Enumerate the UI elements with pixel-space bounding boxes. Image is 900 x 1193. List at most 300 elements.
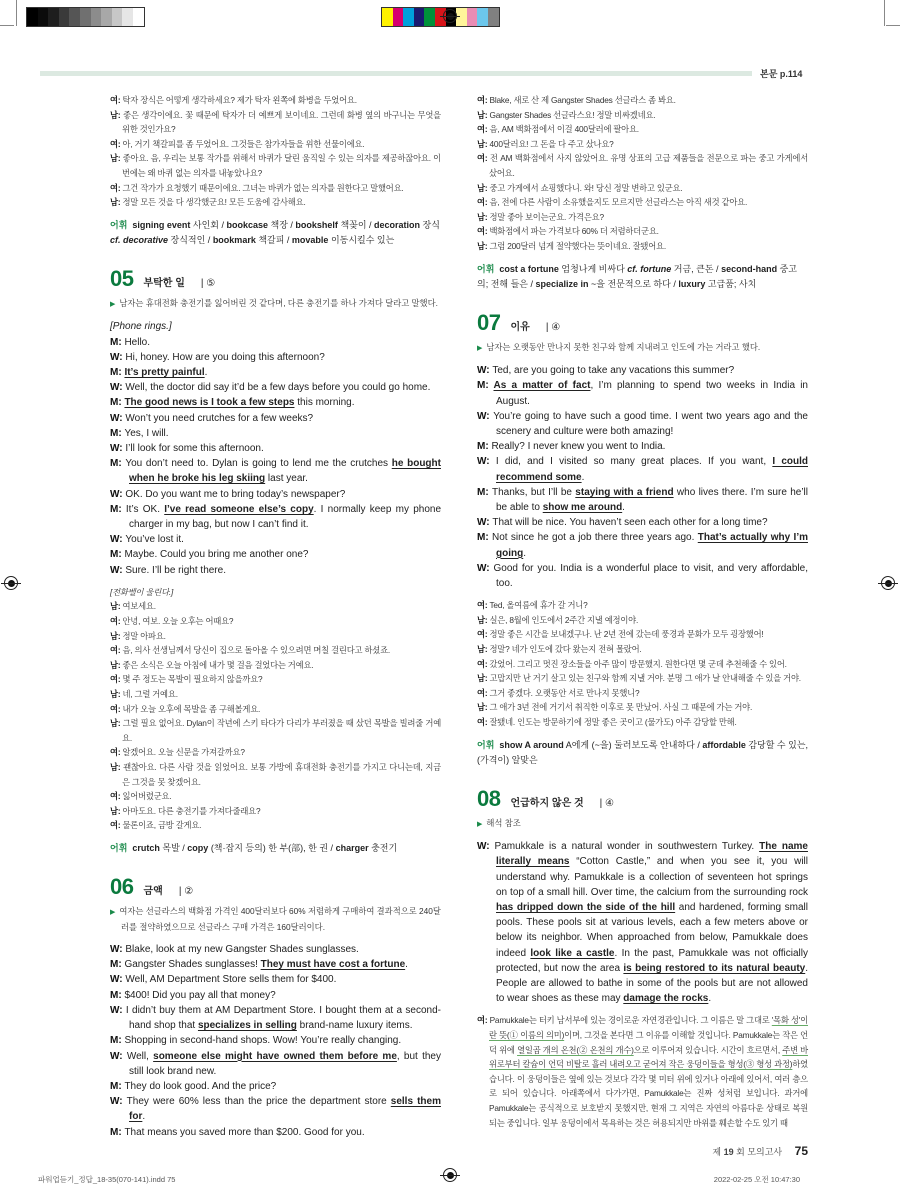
line-text: 갔었어. 그리고 멋진 장소들을 아주 많이 방문했지. 원한다면 몇 군데 추천해줄 수 있어. — [489, 658, 787, 669]
emphasized-text: bookshelf — [295, 219, 338, 230]
emphasized-text: is being restored to its natural beauty — [623, 962, 806, 974]
dialogue-line — [110, 380, 441, 395]
dialogue-line — [110, 643, 441, 658]
line-text: 정말 좋은 시간을 보내겠구나. 난 2년 전에 갔는데 풍경과 문화가 모두 굉장했어! — [489, 629, 764, 640]
emphasized-text: It’s pretty painful — [124, 366, 205, 378]
dialogue-line — [110, 818, 441, 833]
speaker-label: M: — [110, 397, 125, 409]
dialogue-line — [110, 942, 441, 957]
emphasized-text: cf. decorative — [110, 234, 169, 245]
dialogue-line — [110, 614, 441, 629]
line-text: Blake, 새로 산 제 Gangster Shades 선글라스 좀 봐요. — [489, 95, 676, 105]
speaker-label: 여: — [110, 703, 123, 714]
speaker-label: 남: — [110, 197, 123, 208]
dialogue-line — [477, 485, 808, 515]
vocabulary-label: 어휘 — [110, 219, 128, 230]
speaker-label: M: — [477, 486, 492, 498]
dialogue-line — [110, 395, 441, 410]
script-07 — [477, 363, 808, 591]
line-text: this morning. — [294, 397, 355, 409]
line-text: 좋은 소식은 오늘 아침에 내가 몇 걸음 걸었다는 거예요. — [122, 659, 314, 670]
line-text: It’s OK. — [125, 503, 165, 515]
emphasized-text: sells them for — [129, 1096, 441, 1123]
dialogue-line — [110, 319, 441, 334]
dialogue-line — [110, 335, 441, 350]
dialogue-line — [477, 122, 808, 137]
dialogue-line — [110, 487, 441, 502]
line-text: Pamukkale is a natural wonder in southwestern Turkey. — [494, 841, 760, 853]
crop-mark — [886, 25, 900, 26]
speaker-label: 남: — [110, 688, 123, 699]
speaker-label: M: — [110, 503, 126, 515]
dialogue-line — [110, 599, 441, 614]
speaker-label: W: — [110, 488, 126, 500]
color-swatch — [80, 8, 91, 26]
line-text: . — [708, 993, 712, 1005]
dialogue-line — [477, 210, 808, 225]
speaker-label: 여: — [110, 820, 123, 831]
section-title: 언급하지 않은 것 — [510, 797, 584, 809]
dialogue-line — [477, 378, 808, 408]
dialogue-line — [110, 350, 441, 365]
emphasized-text: bookcase — [226, 219, 269, 230]
speaker-label: W: — [477, 841, 495, 853]
explanation-text: 남자는 오랫동안 만나지 못한 친구와 함께 지내려고 인도에 가는 거라고 했다. — [486, 341, 761, 352]
speaker-label: 남: — [477, 702, 490, 713]
line-text: 정말? 네가 인도에 갔다 왔는지 전혀 몰랐어. — [489, 643, 642, 654]
color-swatch — [414, 8, 425, 26]
answer-explanation — [477, 816, 808, 833]
line-text: You’re going to have such a good time. I went two years ago and the scenery and culture were both amazing! — [493, 410, 808, 437]
dialogue-line — [110, 716, 441, 745]
line-text: . I normally keep my phone charger in my bag, but now I can’t find it. — [129, 503, 442, 530]
vocabulary-05 — [110, 841, 441, 856]
line-text: $400! Did you pay all that money? — [124, 989, 276, 1001]
dialogue-line — [110, 93, 441, 108]
emphasized-text: As a matter of fact — [493, 380, 591, 392]
line-text: 백화점에서 파는 가격보다 60% 더 저렴하더군요. — [489, 226, 659, 237]
speaker-label: 여: — [477, 153, 490, 164]
speaker-label: W: — [110, 1004, 126, 1016]
speaker-label: W: — [477, 456, 496, 468]
emphasized-text: The name literally means — [496, 841, 808, 868]
dialogue-line — [477, 642, 808, 657]
color-swatch — [456, 8, 467, 26]
speaker-label: 여: — [477, 716, 490, 727]
section-number: 05 — [110, 265, 134, 291]
color-swatch — [91, 8, 102, 26]
line-text: Really? I never knew you went to India. — [491, 441, 666, 453]
line-text: They were 60% less than the price the department store — [126, 1096, 391, 1108]
speaker-label: W: — [477, 517, 493, 529]
line-text: . In the past, Pamukkale was not officially protected, but now the area — [496, 947, 808, 974]
speaker-label: 남: — [110, 109, 124, 120]
speaker-label: M: — [110, 427, 125, 439]
speaker-label: W: — [477, 410, 494, 422]
speaker-label: 여: — [477, 124, 490, 135]
emphasized-text: 열일곱 개의 온천(② 온천의 개수) — [517, 1044, 634, 1055]
emphasized-text: movable — [291, 234, 329, 245]
explanation-text: 여자는 선글라스의 백화점 가격인 400달러보다 60% 저렴하게 구매하여 결과적으로 240달러를 절약하였으므로 선글라스 구매 가격은 160달러이다. — [119, 905, 441, 933]
dialogue-line — [477, 715, 808, 730]
speaker-label: 여: — [477, 658, 490, 669]
line-text: 실은, 8월에 인도에서 2주간 지낼 예정이야. — [489, 614, 639, 625]
section-heading — [110, 266, 441, 292]
emphasized-text: That’s actually why I’m going — [496, 532, 808, 559]
speaker-label: 여: — [110, 138, 123, 149]
dialogue-line — [477, 93, 808, 108]
section-06-header — [110, 874, 441, 935]
speaker-label: W: — [110, 534, 126, 546]
line-text: Maybe. Could you bring me another one? — [124, 549, 309, 561]
line-text: Not since he got a job there three years ago. — [492, 532, 698, 544]
color-swatch — [488, 8, 499, 26]
line-text: . — [204, 366, 208, 378]
emphasized-text: affordable — [702, 739, 746, 750]
line-text: 아마도요. 다른 충전기를 가져다줄래요? — [122, 805, 261, 816]
section-title: 금액 — [143, 885, 163, 897]
registration-mark-icon — [4, 576, 18, 590]
color-swatch — [424, 8, 435, 26]
dialogue-line — [477, 613, 808, 628]
section-number: 07 — [477, 309, 501, 335]
dialogue-line — [110, 972, 441, 987]
line-text: and hardened, forming small pools. These pools sit at various levels, each a few meters above or below its neighbor. When approached from below, Pamukkale does indeed — [496, 901, 808, 959]
line-text: You’ve lost it. — [125, 534, 184, 546]
line-text: Shopping in second-hand shops. Wow! You’re really changing. — [124, 1035, 402, 1047]
section-heading — [477, 310, 808, 336]
speaker-label: 여: — [477, 226, 490, 237]
line-text: 음, AM 백화점에서 이걸 400달러에 팔아요. — [489, 124, 639, 135]
speaker-label: 남: — [477, 240, 490, 251]
translation-04 — [110, 93, 441, 210]
speaker-label: M: — [110, 959, 125, 971]
dialogue-line — [477, 627, 808, 642]
section-heading — [477, 786, 808, 812]
line-text: Hi, honey. How are you doing this afternoon? — [125, 351, 325, 363]
line-text: I did, and I visited so many great places. If you want, — [495, 456, 773, 468]
dialogue-line — [477, 137, 808, 152]
dialogue-line — [110, 441, 441, 456]
emphasized-text: They must have cost a fortune — [260, 959, 406, 971]
speaker-label: 남: — [477, 109, 490, 120]
triangle-bullet-icon: ▶ — [110, 908, 116, 916]
speaker-label: 남: — [110, 761, 124, 772]
color-swatch — [101, 8, 112, 26]
dialogue-line — [477, 686, 808, 701]
right-column — [477, 93, 808, 1158]
speaker-label: 여: — [110, 615, 123, 626]
crop-mark — [884, 0, 885, 26]
speaker-label: 여: — [110, 645, 123, 656]
line-text: Well, the doctor did say it’d be a few days before you could go home. — [125, 382, 431, 394]
line-text: 책장 / — [268, 219, 296, 230]
answer-number: | ④ — [545, 321, 561, 333]
line-text: Sure. I’ll be right there. — [125, 564, 226, 576]
line-text: 사인회 / — [190, 219, 227, 230]
color-swatch — [467, 8, 478, 26]
line-text: 책꽂이 / — [337, 219, 375, 230]
grayscale-color-bar — [26, 7, 145, 27]
emphasized-text: he bought when he broke his leg skiing — [129, 458, 441, 485]
line-text: 그럴 필요 없어요. Dylan이 작년에 스키 타다가 다리가 부러졌을 때 샀던 목발을 빌려줄 거예요. — [122, 718, 442, 743]
dialogue-line — [110, 687, 441, 702]
dialogue-line — [110, 745, 441, 760]
line-text: Thanks, but I’ll be — [491, 486, 576, 498]
speaker-label: W: — [110, 1050, 127, 1062]
dialogue-line — [477, 598, 808, 613]
emphasized-text: show me around — [542, 501, 623, 513]
script-06 — [110, 942, 441, 1140]
script-08 — [477, 839, 808, 1006]
speaker-label: W: — [477, 365, 493, 377]
dialogue-line — [477, 195, 808, 210]
section-05-header — [110, 266, 441, 313]
emphasized-text: decoration — [374, 219, 421, 230]
line-text: 정말 아파요. — [122, 630, 166, 641]
line-text: 잘됐네. 인도는 방문하기에 정말 좋은 곳이고 (물가도) 아주 감당할 만해. — [489, 716, 737, 727]
line-text: 몇 주 정도는 목발이 필요하지 않을까요? — [122, 674, 263, 685]
speaker-label: 남: — [110, 659, 123, 670]
vocabulary-label: 어휘 — [477, 263, 495, 274]
speaker-label: M: — [110, 1126, 125, 1138]
dialogue-line — [110, 804, 441, 819]
line-text: 하였습니다. 이 웅덩이들은 옆에 있는 것보다 각각 몇 미터 위에 있거나 아래에 있어서, 여러 층으로 되어 있습니다. 아래쪽에서 다가가면, Pamukkale는 진짜 성처럼 보입니다. 과거에 Pamukkale는 공식적으로 보호받지 못했지만, 현재 그 지역은 자연의 아름다운 상태로 복원되는 중입니다. 일부 웅덩이에서 목욕하는 것은 허용되지만 바위를 훼손할 수도 있기 때 — [489, 1059, 808, 1128]
line-text: 그럼 200달러 넘게 절약했다는 뜻이네요. 잘됐어요. — [489, 240, 666, 251]
color-swatch — [393, 8, 404, 26]
line-text: Blake, look at my new Gangster Shades sunglasses. — [125, 944, 359, 956]
color-swatch — [38, 8, 49, 26]
crop-mark — [16, 0, 17, 26]
answer-number: | ④ — [599, 797, 615, 809]
dialogue-line — [110, 1033, 441, 1048]
section-title: 부탁한 일 — [143, 277, 185, 289]
speaker-label: W: — [110, 944, 126, 956]
line-text: Ted, 올여름에 휴가 갈 거니? — [489, 600, 588, 611]
line-text: 탁자 장식은 어떻게 생각하세요? 제가 탁자 왼쪽에 화병을 두었어요. — [122, 95, 357, 105]
page-footer — [712, 1144, 808, 1158]
line-text: who lives there. I’m sure he’ll be able to — [496, 486, 808, 513]
line-text: 그거 좋겠다. 오랫동안 서로 만나지 못했니? — [489, 687, 640, 698]
translation-07 — [477, 598, 808, 729]
color-swatch — [59, 8, 70, 26]
dialogue-line — [477, 454, 808, 484]
speaker-label: 여: — [110, 182, 123, 193]
line-text: 내가 오늘 오후에 목발을 좀 구해볼게요. — [122, 703, 261, 714]
line-text: 안녕, 여보. 오늘 오후는 어때요? — [122, 615, 234, 626]
speaker-label: W: — [110, 442, 126, 454]
explanation-text: 남자는 휴대전화 충전기를 잃어버린 것 같다며, 다른 충전기를 하나 가져다 달라고 말했다. — [119, 297, 438, 308]
speaker-label: 여: — [477, 600, 490, 611]
exam-suffix: 회 모의고사 — [736, 1147, 783, 1158]
dialogue-line — [110, 957, 441, 972]
line-text: 고맙지만 난 거기 살고 있는 친구와 함께 지낼 거야. 분명 그 애가 날 안내해줄 수 있을 거야. — [489, 673, 801, 684]
dialogue-line — [110, 532, 441, 547]
line-text: 그건 작가가 요청했기 때문이에요. 그녀는 바퀴가 없는 의자를 원한다고 말했어요. — [122, 182, 404, 193]
color-swatch — [112, 8, 123, 26]
dialogue-line — [110, 702, 441, 717]
line-text: 목발 / — [159, 842, 188, 853]
emphasized-text: I could recommend some — [496, 456, 808, 483]
line-text: brand-name luxury items. — [296, 1020, 413, 1032]
emphasized-text: staying with a friend — [575, 486, 674, 498]
dialogue-line — [110, 108, 441, 137]
color-swatch — [27, 8, 38, 26]
exam-prefix: 제 — [712, 1147, 722, 1158]
line-text: . People are allowed to bathe in some of the pools but are not allowed to wear shoes as these may — [496, 962, 808, 1005]
line-text: You don’t need to. Dylan is going to lend me the crutches — [125, 458, 392, 470]
line-text: Pamukkale는 터키 남서부에 있는 경이로운 자연경관입니다. 그 이름은 말 그대로 — [489, 1015, 772, 1026]
dialogue-line — [110, 789, 441, 804]
line-text: . — [142, 1111, 146, 1123]
line-text: 그 애가 3년 전에 거기서 취직한 이후로 못 만났어. 사실 그 때문에 가는 거야. — [489, 702, 753, 713]
line-text: 책갈피 / — [255, 234, 292, 245]
emphasized-text: '목화 성'이란 뜻(① 이름의 의미) — [489, 1015, 809, 1040]
speaker-label: M: — [110, 458, 126, 470]
vocabulary-04 — [110, 218, 441, 248]
line-text: 감당할 수 있는, (가격이) 알맞은 — [477, 739, 809, 765]
speaker-label: 여: — [477, 687, 490, 698]
line-text: Ted, are you going to take any vacations this summer? — [492, 365, 735, 377]
dialogue-line — [477, 409, 808, 439]
line-text: 장식 — [420, 219, 440, 230]
dialogue-line — [477, 181, 808, 196]
dialogue-line — [110, 1079, 441, 1094]
line-text: 고급품; 사치 — [705, 278, 757, 289]
print-slug — [0, 1158, 900, 1193]
speaker-label: W: — [110, 564, 126, 576]
emphasized-text: specializes in selling — [197, 1020, 297, 1032]
speaker-label: 남: — [477, 138, 490, 149]
line-text: ~을 전문적으로 하다 / — [588, 278, 679, 289]
section-07-header — [477, 310, 808, 357]
emphasized-text: charger — [335, 842, 369, 853]
emphasized-text: The good news is I took a few steps — [124, 397, 295, 409]
line-text: 중고의; 전해 들은 / — [477, 263, 797, 289]
line-text: . — [405, 959, 408, 971]
answer-explanation — [110, 904, 441, 935]
speaker-label: 여: — [477, 197, 490, 208]
line-text: , I’m planning to spend two weeks in India in August. — [496, 380, 808, 407]
line-text: 여보세요. — [122, 601, 156, 612]
speaker-label: 남: — [477, 182, 490, 193]
line-text: Won’t you need crutches for a few weeks? — [125, 412, 314, 424]
speaker-label: M: — [110, 989, 125, 1001]
speaker-label: M: — [110, 366, 125, 378]
registration-mark-icon — [881, 576, 895, 590]
speaker-label: 여: — [110, 791, 123, 802]
dialogue-line — [110, 1049, 441, 1079]
speaker-label: 남: — [477, 643, 490, 654]
dialogue-line — [477, 700, 808, 715]
dialogue-line — [110, 760, 441, 789]
line-text: Gangster Shades sunglasses! — [124, 959, 261, 971]
line-text: 괜찮아요. 다른 사람 것을 읽었어요. 보통 가방에 휴대전화 충전기를 가지고 다니는데, 지금은 그것을 못 찾겠어요. — [122, 761, 441, 787]
speaker-label: W: — [110, 412, 126, 424]
emphasized-text: specialize in — [535, 278, 589, 289]
speaker-label: M: — [110, 1080, 125, 1092]
emphasized-text: second-hand — [721, 263, 778, 274]
line-text: 음, 전에 다른 사람이 소유했을지도 모르지만 선글라스는 아직 새것 같아요. — [489, 197, 748, 208]
line-text: 이며, 그것을 본다면 그 이유를 이해할 것입니다. Pamukkale는 작은 언덕 위에 — [489, 1029, 808, 1055]
registration-mark-icon — [443, 9, 457, 23]
dialogue-line — [110, 585, 441, 600]
speaker-label: M: — [477, 441, 492, 453]
speaker-label: 여: — [477, 95, 490, 105]
dialogue-line — [110, 502, 441, 532]
color-swatch — [382, 8, 393, 26]
color-swatch — [133, 8, 144, 26]
speaker-label: W: — [110, 351, 126, 363]
emphasized-text: 주변 바위로부터 칼슘이 언덕 비탈로 흘러 내려오고 굳어져 작은 웅덩이들을 형성(③ 형성 과정) — [489, 1044, 808, 1070]
vocabulary-06 — [477, 262, 808, 292]
color-swatch — [69, 8, 80, 26]
speaker-label: M: — [110, 1035, 125, 1047]
dialogue-line — [477, 515, 808, 530]
speaker-label: W: — [110, 974, 126, 986]
line-text: 알겠어요. 오늘 신문을 가져갈까요? — [122, 747, 245, 758]
dialogue-line — [477, 561, 808, 591]
header-bar — [40, 71, 752, 76]
dialogue-line — [110, 988, 441, 1003]
speaker-label: 여: — [110, 674, 123, 685]
dialogue-line — [110, 365, 441, 380]
dialogue-line — [110, 426, 441, 441]
dialogue-line — [110, 456, 441, 486]
explanation-text: 해석 참조 — [486, 817, 521, 828]
process-color-bar — [381, 7, 500, 27]
dialogue-line — [110, 547, 441, 562]
line-text: 음, 의사 선생님께서 당신이 집으로 돌아올 수 있으려면 며칠 걸린다고 하셨죠. — [122, 645, 391, 656]
line-text: Hello. — [124, 336, 151, 348]
line-text: 좋아요. 음, 우리는 보통 작가를 위해서 바퀴가 달린 움직일 수 있는 의자를 제공하잖아요. 이번에는 왜 바퀴 없는 의자를 내놓았나요? — [122, 153, 441, 178]
emphasized-text: [전화벨이 울린다.] — [110, 586, 174, 597]
file-slug: 파워업듣기_정답_18-35(070-141).indd 75 — [38, 1175, 176, 1185]
speaker-label: 여: — [110, 95, 123, 105]
dialogue-line — [477, 1013, 808, 1130]
line-text: 장식적인 / — [168, 234, 213, 245]
line-text: 엄청나게 비싸다 — [558, 263, 628, 274]
line-text: A에게 (~을) 둘러보도록 안내하다 / — [563, 739, 703, 750]
color-swatch — [122, 8, 133, 26]
speaker-label: W: — [110, 382, 126, 394]
speaker-label: 남: — [110, 601, 123, 612]
emphasized-text: luxury — [678, 278, 706, 289]
line-text: “Cotton Castle,” and when you see it, you will understand why. Pamukkale is a collection of seventeen hot springs on top of a small hill. Over time, the calcium from the surrounding rock — [496, 856, 808, 898]
vocabulary-label: 어휘 — [477, 739, 495, 750]
dialogue-line — [110, 411, 441, 426]
line-text: 중고 가게에서 쇼핑했다니. 와! 당신 정말 변하고 있군요. — [489, 182, 683, 193]
line-text: I’ll look for some this afternoon. — [125, 442, 264, 454]
crop-mark — [0, 25, 14, 26]
dialogue-line — [110, 563, 441, 578]
dialogue-line — [477, 239, 808, 254]
triangle-bullet-icon: ▶ — [110, 300, 116, 308]
script-05 — [110, 319, 441, 577]
section-08-header — [477, 786, 808, 833]
section-title: 이유 — [510, 321, 530, 333]
dialogue-line — [110, 137, 441, 152]
dialogue-line — [477, 671, 808, 686]
emphasized-text: has dripped down the side of the hill — [496, 901, 676, 913]
color-swatch — [403, 8, 414, 26]
speaker-label: 남: — [477, 211, 490, 222]
dialogue-line — [477, 839, 808, 1006]
line-text: (책·잡지 등의) 한 부(部), 한 권 / — [208, 842, 336, 853]
dialogue-line — [110, 195, 441, 210]
translation-05 — [110, 585, 441, 833]
dialogue-line — [110, 672, 441, 687]
